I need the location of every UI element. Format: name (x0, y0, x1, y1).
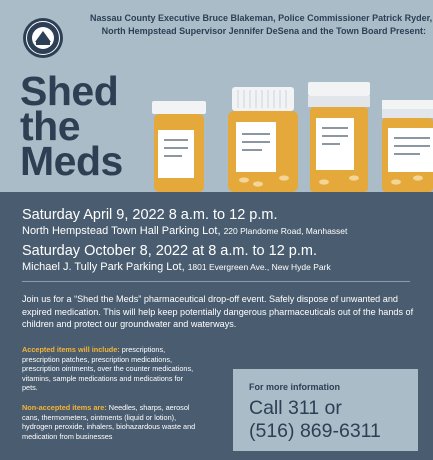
location-address: 1801 Evergreen Ave., New Hyde Park (187, 262, 331, 272)
event-date: Saturday April 9, 2022 8 a.m. to 12 p.m. (22, 207, 278, 223)
pill-bottle-icon (308, 82, 370, 192)
divider (22, 281, 410, 282)
event-description: Join us for a “Shed the Meds” pharmaceutical drop-off event. Safely dispose of unwanted and expired medication. This will help keep potentially dangerous pharmaceuticals out of the hands of children and protect our groundwater and waterways. (22, 294, 414, 329)
pill-bottles-illustration (148, 78, 433, 192)
non-accepted-items-list: Needles, sharps, aerosol cans, thermometers, ointments (liquid or lotion), hydrogen peroxide, inhalers, biohazardous waste and medication from businesses (22, 403, 196, 441)
event-date: Saturday October 8, 2022 at 8 a.m. to 12 p.m. (22, 243, 317, 259)
contact-call-line: Call 311 or (249, 397, 342, 419)
event-2 (22, 243, 331, 274)
location-name: North Hempstead Town Hall Parking Lot, (22, 225, 221, 237)
title-line: Shed (20, 68, 119, 114)
pill-bottle-icon (228, 87, 298, 192)
event-location (22, 224, 347, 238)
non-accepted-items (22, 403, 198, 441)
non-accepted-items-heading: Non-accepted items are: (22, 403, 107, 412)
pill-bottle-icon (382, 100, 433, 192)
title-line: Meds (20, 138, 123, 184)
presenters-line: North Hempstead Supervisor Jennifer DeSena and the Town Board Present: (101, 26, 426, 36)
title-line: the (20, 103, 80, 149)
location-address: 220 Plandome Road, Manhasset (223, 226, 348, 236)
presenters-line: Nassau County Executive Bruce Blakeman, Police Commissioner Patrick Ryder, (90, 13, 433, 23)
contact-heading: For more information (249, 382, 341, 392)
contact-phone-number: (516) 869-6311 (249, 420, 381, 442)
event-1 (22, 207, 347, 238)
event-title (20, 68, 123, 184)
presenters-text (90, 12, 433, 38)
event-details (0, 192, 433, 460)
accepted-items-heading: Accepted items will include: (22, 345, 120, 354)
event-location (22, 260, 331, 274)
accepted-items (22, 345, 198, 393)
town-seal-icon (22, 17, 64, 59)
pill-bottle-icon (152, 101, 206, 192)
contact-box (233, 369, 418, 451)
location-name: Michael J. Tully Park Parking Lot, (22, 261, 185, 273)
header-banner (0, 0, 433, 192)
accepted-items-list: prescriptions, prescription patches, prescription medications, prescription ointments, over the counter medications, vitamins, sample medications and medications for pets. (22, 345, 194, 393)
